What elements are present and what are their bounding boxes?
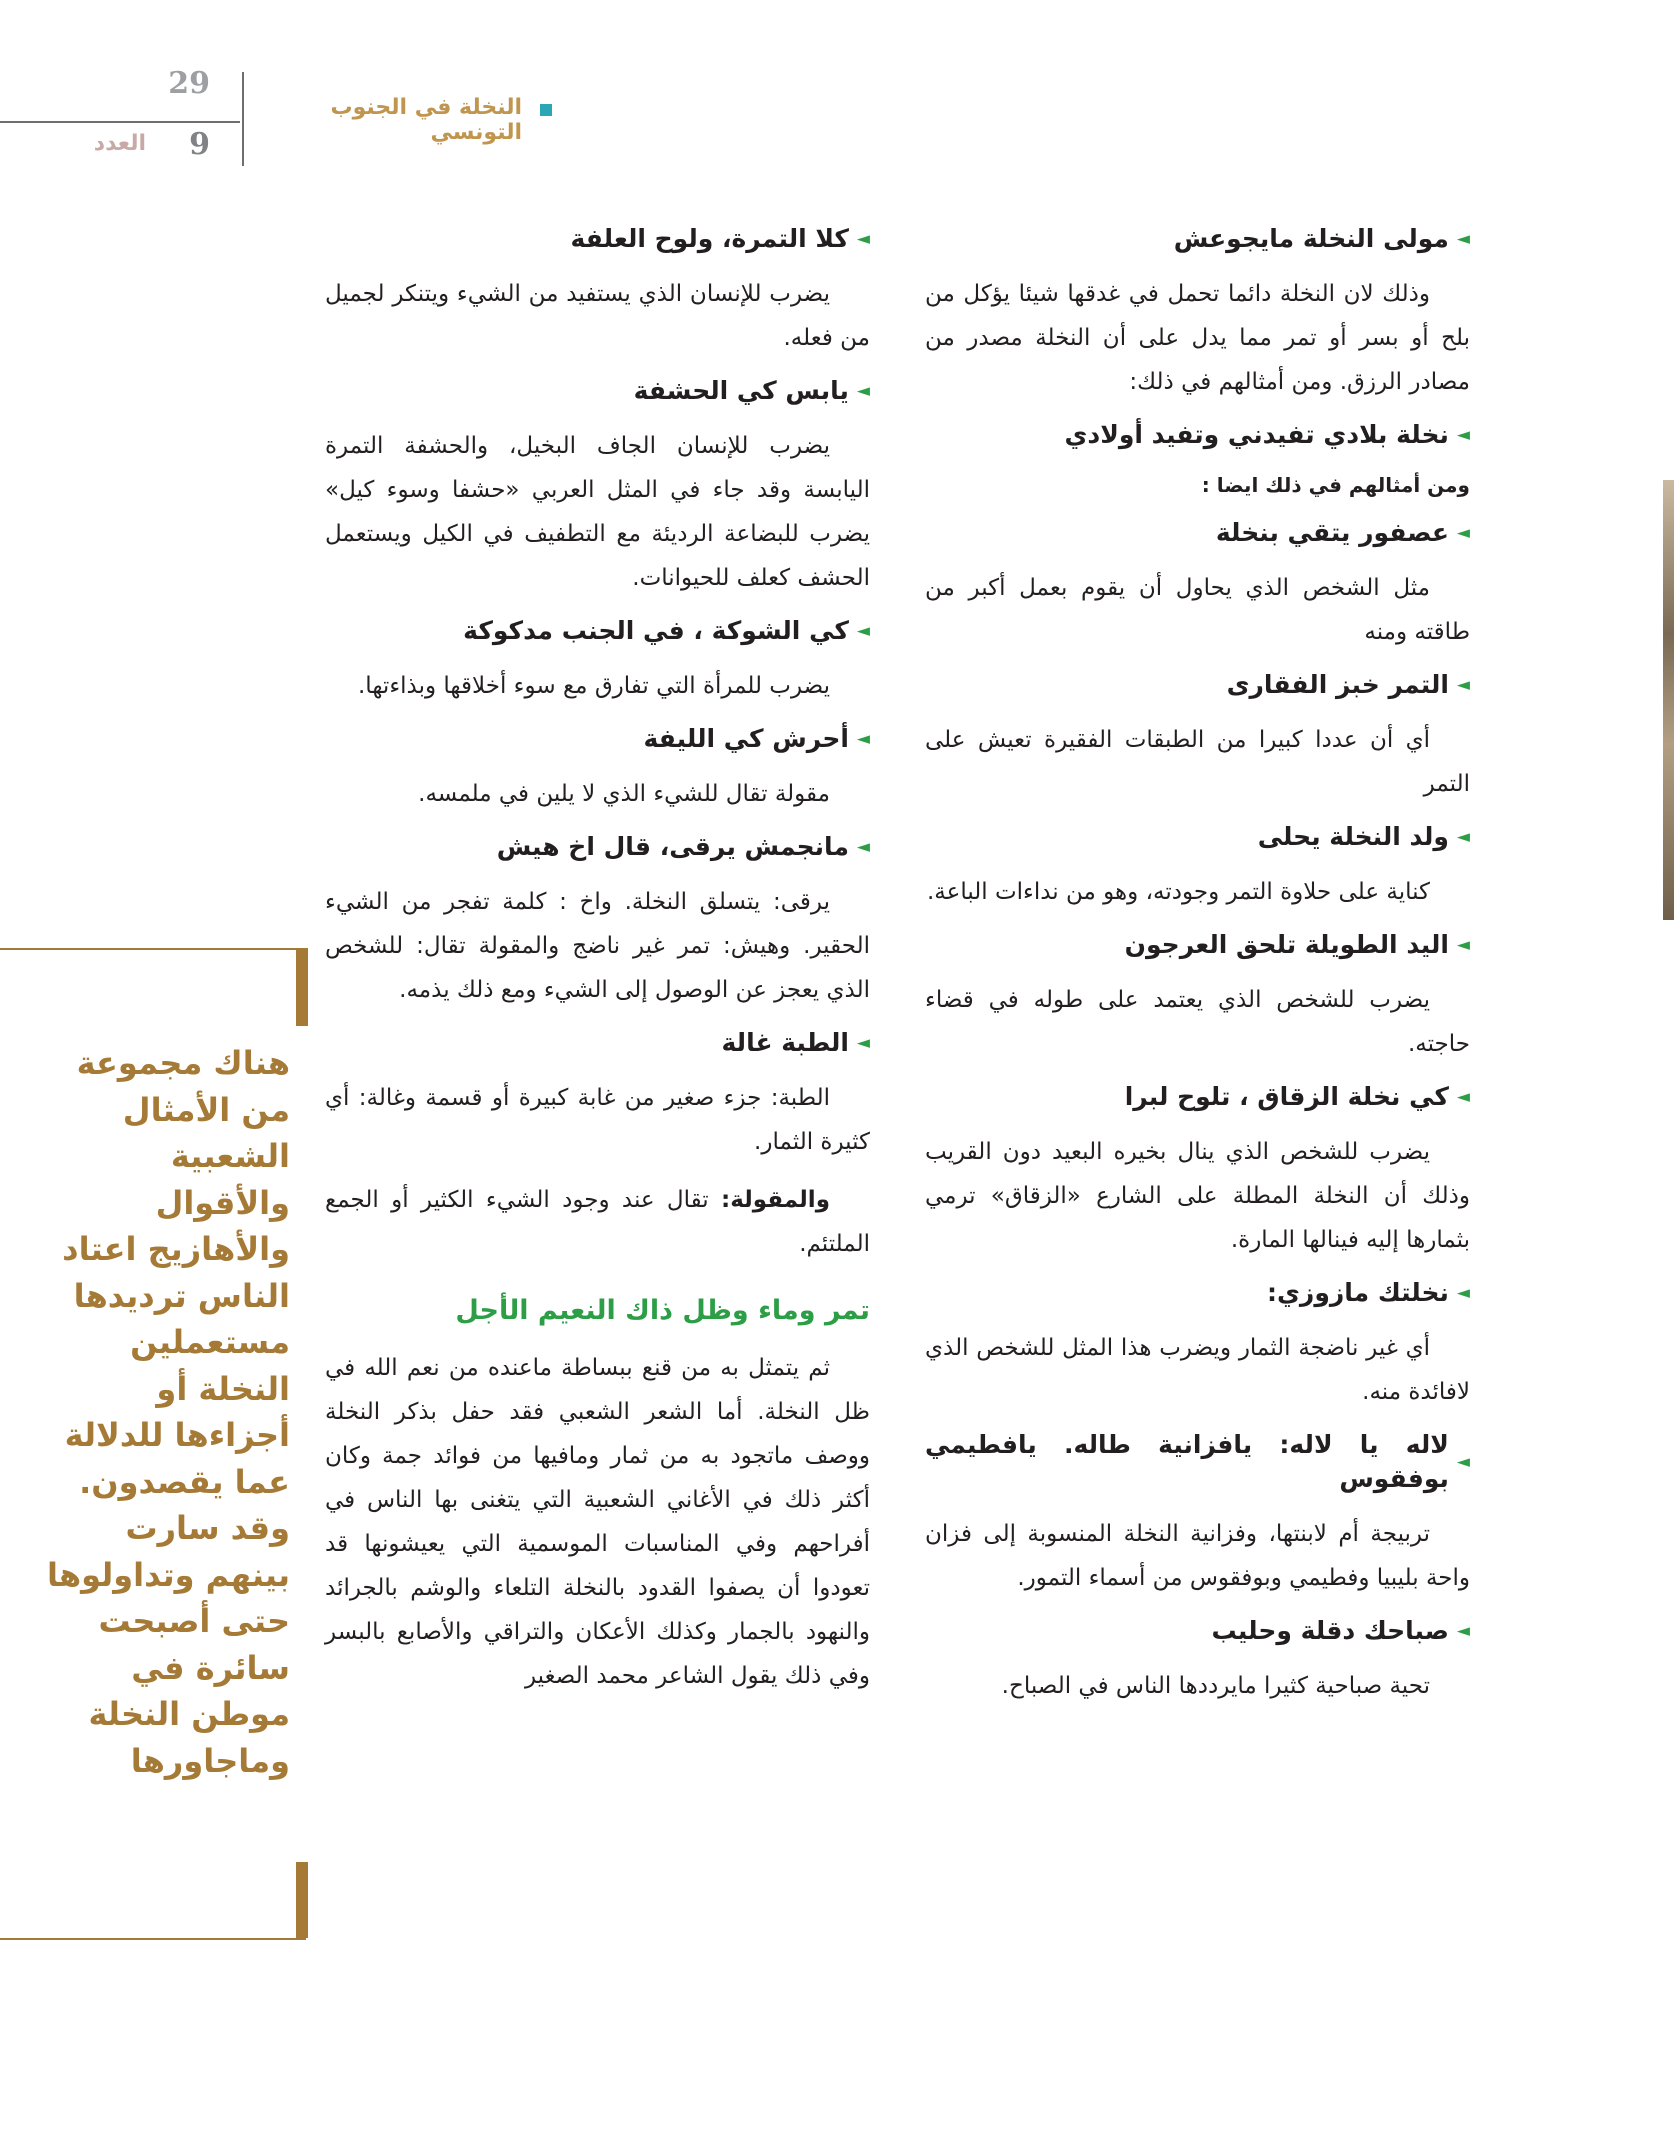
proverb-heading-text: ولد النخلة يحلى [1257,822,1449,851]
bullet-arrow-icon: ◄ [1456,675,1470,695]
header-rule [0,121,240,123]
section-note: ومن أمثالهم في ذلك ايضا : [1201,473,1470,497]
proverb-heading [325,722,870,756]
paragraph: يضرب للإنسان الذي يستفيد من الشيء ويتنكر لجميل من فعله. [325,281,870,351]
issue-number: 9 [189,127,210,162]
paragraph: تربيجة أم لابنتها، وفزانية النخلة المنسوبة إلى فزان واحة بليبيا وفطيمي وبوفقوس من أسماء التمور. [925,1521,1470,1591]
paragraph: أي أن عددا كبيرا من الطبقات الفقيرة تعيش على التمر [925,727,1470,797]
proverb-heading [925,1614,1470,1648]
paragraph [325,1178,870,1266]
bullet-arrow-icon: ◄ [1456,935,1470,955]
right-column [925,222,1470,1722]
proverb-heading [325,830,870,864]
photo-edge [1663,480,1674,920]
paragraph: الطبة: جزء صغير من غابة كبيرة أو قسمة وغالة: أي كثيرة الثمار. [325,1085,870,1155]
bullet-arrow-icon: ◄ [1456,229,1470,249]
bullet-arrow-icon: ◄ [1456,827,1470,847]
paragraph: يضرب للمرأة التي تفارق مع سوء أخلاقها وبذاءتها. [358,673,830,699]
proverb-heading-text: أحرش كي الليفة [643,724,849,753]
paragraph: تحية صباحية كثيرا مايرددها الناس في الصباح. [1001,1673,1430,1699]
proverb-heading [925,1080,1470,1114]
proverb-heading-text: لاله يا لاله: يافزانية طاله. يافطيمي بوفقوس [925,1430,1449,1493]
proverb-heading [925,668,1470,702]
paragraph: يضرب للإنسان الجاف البخيل، والحشفة التمرة اليابسة وقد جاء في المثل العربي «حشفا وسوء كيل» يضرب للبضاعة الرديئة مع التطفيف في الكيل ويستعمل الحشف كعلف للحيوانات. [325,433,870,591]
pull-quote-top-rule [0,948,306,950]
paragraph: يرقى: يتسلق النخلة. واخ : كلمة تفجر من الشيء الحقير. وهيش: تمر غير ناضج والمقولة تقال: للشخص الذي يعجز عن الوصول إلى الشيء ومع ذلك يذمه. [325,889,870,1003]
pull-quote: هناك مجموعة من الأمثال الشعبية والأقوال والأهازيج اعتاد الناس ترديدها مستعملين النخلة أو أجزاءها للدلالة عما يقصدون. وقد سارت بينهم وتداولوها حتى أصبحت سائرة في موطن النخلة وماجاورها [46,1044,290,1780]
bullet-arrow-icon: ◄ [856,1033,870,1053]
running-title: النخلة في الجنوب التونسي [330,95,522,145]
proverb-heading [925,516,1470,550]
pull-quote-top-bar [296,948,308,1026]
proverb-heading-text: كي نخلة الزقاق ، تلوح لبرا [1124,1082,1449,1111]
paragraph-text: تقال عند وجود الشيء الكثير أو الجمع الملتئم. [325,1187,870,1257]
proverb-heading-text: التمر خبز الفقارى [1226,670,1449,699]
proverb-heading-text: مانجمش يرقى، قال اخ هيش [496,832,849,861]
proverb-heading-text: اليد الطويلة تلحق العرجون [1124,930,1449,959]
paragraph: ثم يتمثل به من قنع ببساطة ماعنده من نعم الله في ظل النخلة. أما الشعر الشعبي فقد حفل بذكر النخلة ووصف ماتجود به من ثمار ومافيها من فوائد جمة وكان أكثر ذلك في الأغاني الشعبية التي يتغنى بها الناس في أفراحهم وفي المناسبات الموسمية التي يعيشونها قد تعودوا أن يصفوا القدود بالنخلة التلعاء والوشم بالجرائد والنهود بالجمار وكذلك الأعكان والتراقي والأصابع بالبسر وفي ذلك يقول الشاعر محمد الصغير [325,1355,870,1689]
left-column [325,222,870,1712]
proverb-heading [925,928,1470,962]
proverb-heading [925,820,1470,854]
proverb-heading-text: كلا التمرة، ولوح العلفة [570,224,849,253]
proverb-heading [925,418,1470,452]
proverb-heading-text: نخلتك مازوزي: [1267,1278,1449,1307]
paragraph: يضرب للشخص الذي ينال بخيره البعيد دون القريب وذلك أن النخلة المطلة على الشارع «الزقاق» ترمي بثمارها إليه فينالها المارة. [925,1139,1470,1253]
proverb-heading [325,374,870,408]
proverb-heading [325,614,870,648]
bullet-arrow-icon: ◄ [1456,1283,1470,1303]
proverb-heading-text: يابس كي الحشفة [633,376,849,405]
bullet-arrow-icon: ◄ [856,381,870,401]
bullet-arrow-icon: ◄ [1456,523,1470,543]
paragraph-lead: والمقولة: [721,1187,830,1213]
verse-title: تمر وماء وظل ذاك النعيم الأجل [455,1295,870,1326]
bullet-arrow-icon: ◄ [1456,425,1470,445]
bullet-arrow-icon: ◄ [856,621,870,641]
paragraph: وذلك لان النخلة دائما تحمل في غدقها شيئا يؤكل من بلح أو بسر أو تمر مما يدل على أن النخلة مصدر من مصادر الرزق. ومن أمثالهم في ذلك: [925,281,1470,395]
pull-quote-bottom-bar [296,1862,308,1938]
proverb-heading-text: صباحك دقلة وحليب [1211,1616,1449,1645]
proverb-heading [925,1276,1470,1310]
bullet-arrow-icon: ◄ [856,729,870,749]
paragraph: مثل الشخص الذي يحاول أن يقوم بعمل أكبر من طاقته ومنه [925,575,1470,645]
bullet-arrow-icon: ◄ [1456,1087,1470,1107]
proverb-heading-text: مولى النخلة مايجوعش [1173,224,1449,253]
proverb-heading-text: نخلة بلادي تفيدني وتفيد أولادي [1064,420,1449,449]
header-divider [242,72,244,166]
bullet-arrow-icon: ◄ [856,229,870,249]
bullet-arrow-icon: ◄ [1456,1452,1470,1472]
proverb-heading-text: الطبة غالة [721,1028,849,1057]
proverb-heading [925,1428,1470,1496]
issue-label: العدد [93,131,146,156]
title-square-icon [540,104,552,116]
bullet-arrow-icon: ◄ [1456,1621,1470,1641]
paragraph: مقولة تقال للشيء الذي لا يلين في ملمسه. [418,781,830,807]
paragraph: يضرب للشخص الذي يعتمد على طوله في قضاء حاجته. [925,987,1470,1057]
paragraph: أي غير ناضجة الثمار ويضرب هذا المثل للشخص الذي لافائدة منه. [925,1335,1470,1405]
proverb-heading [325,1026,870,1060]
proverb-heading [925,222,1470,256]
proverb-heading [325,222,870,256]
pull-quote-bottom-rule [0,1938,306,1940]
bullet-arrow-icon: ◄ [856,837,870,857]
proverb-heading-text: عصفور يتقي بنخلة [1215,518,1449,547]
paragraph: كناية على حلاوة التمر وجودته، وهو من نداءات الباعة. [926,879,1430,905]
page-number: 29 [168,66,210,101]
proverb-heading-text: كي الشوكة ، في الجنب مدكوكة [463,616,849,645]
